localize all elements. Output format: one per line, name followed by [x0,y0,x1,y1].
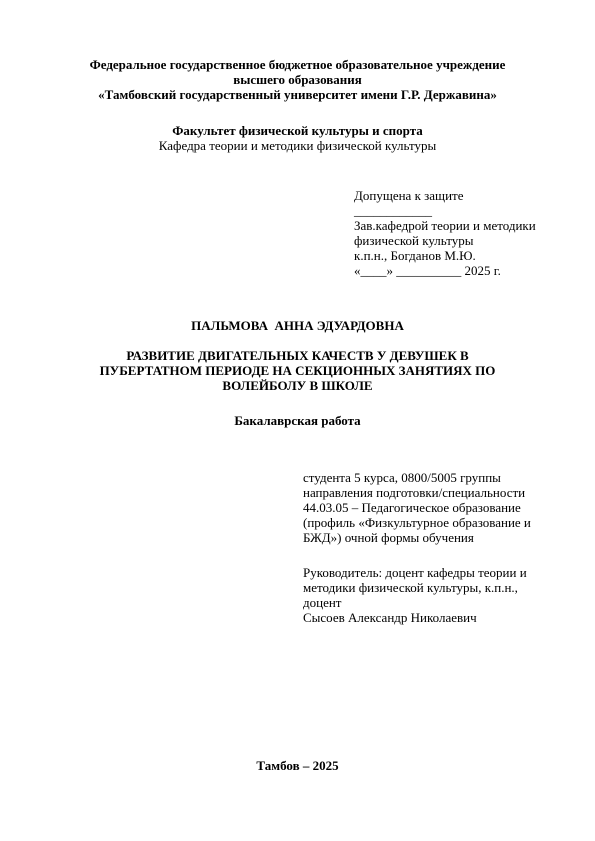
faculty-name: Факультет физической культуры и спорта [172,123,423,138]
header-line-1: Федеральное государственное бюджетное образовательное учреждение [89,57,506,72]
title-line-2: ПУБЕРТАТНОМ ПЕРИОДЕ НА СЕКЦИОННЫХ ЗАНЯТИЯХ ПО [99,363,496,378]
supervisor-name: Сысоев Александр Николаевич [303,610,477,625]
student-info-line-3: 44.03.05 – Педагогическое образование [303,500,521,515]
supervisor-line-2: методики физической культуры, к.п.н., [303,580,518,595]
header-line-2: высшего образования [233,72,362,87]
city-year: Тамбов – 2025 [256,758,339,773]
work-type: Бакалаврская работа [234,413,361,428]
approval-line-1: Допущена к защите [354,188,464,203]
approval-date-line: «____» __________ 2025 г. [354,263,501,278]
supervisor-line-3: доцент [303,595,342,610]
university-header [0,57,595,102]
thesis-title [0,348,595,393]
title-line-1: РАЗВИТИЕ ДВИГАТЕЛЬНЫХ КАЧЕСТВ У ДЕВУШЕК В [126,348,469,363]
department-name: Кафедра теории и методики физической культуры [158,138,437,153]
supervisor-block [303,565,583,625]
approval-line-3: Зав.кафедрой теории и методики [354,218,536,233]
header-line-3: «Тамбовский государственный университет имени Г.Р. Державина» [98,87,497,102]
student-info-line-4: (профиль «Физкультурное образование и [303,515,531,530]
student-info-line-1: студента 5 курса, 0800/5005 группы [303,470,501,485]
approval-block [354,188,584,278]
student-info-line-5: БЖД») очной формы обучения [303,530,474,545]
title-line-3: ВОЛЕЙБОЛУ В ШКОЛЕ [222,378,373,393]
approval-line-4: физической культуры [354,233,474,248]
approval-signature-line: ____________ [354,203,432,218]
approval-line-5: к.п.н., Богданов М.Ю. [354,248,476,263]
student-info-line-2: направления подготовки/специальности [303,485,526,500]
student-info-block [303,470,583,545]
faculty-block [0,123,595,153]
supervisor-line-1: Руководитель: доцент кафедры теории и [303,565,527,580]
student-name: ПАЛЬМОВА АННА ЭДУАРДОВНА [191,318,404,333]
